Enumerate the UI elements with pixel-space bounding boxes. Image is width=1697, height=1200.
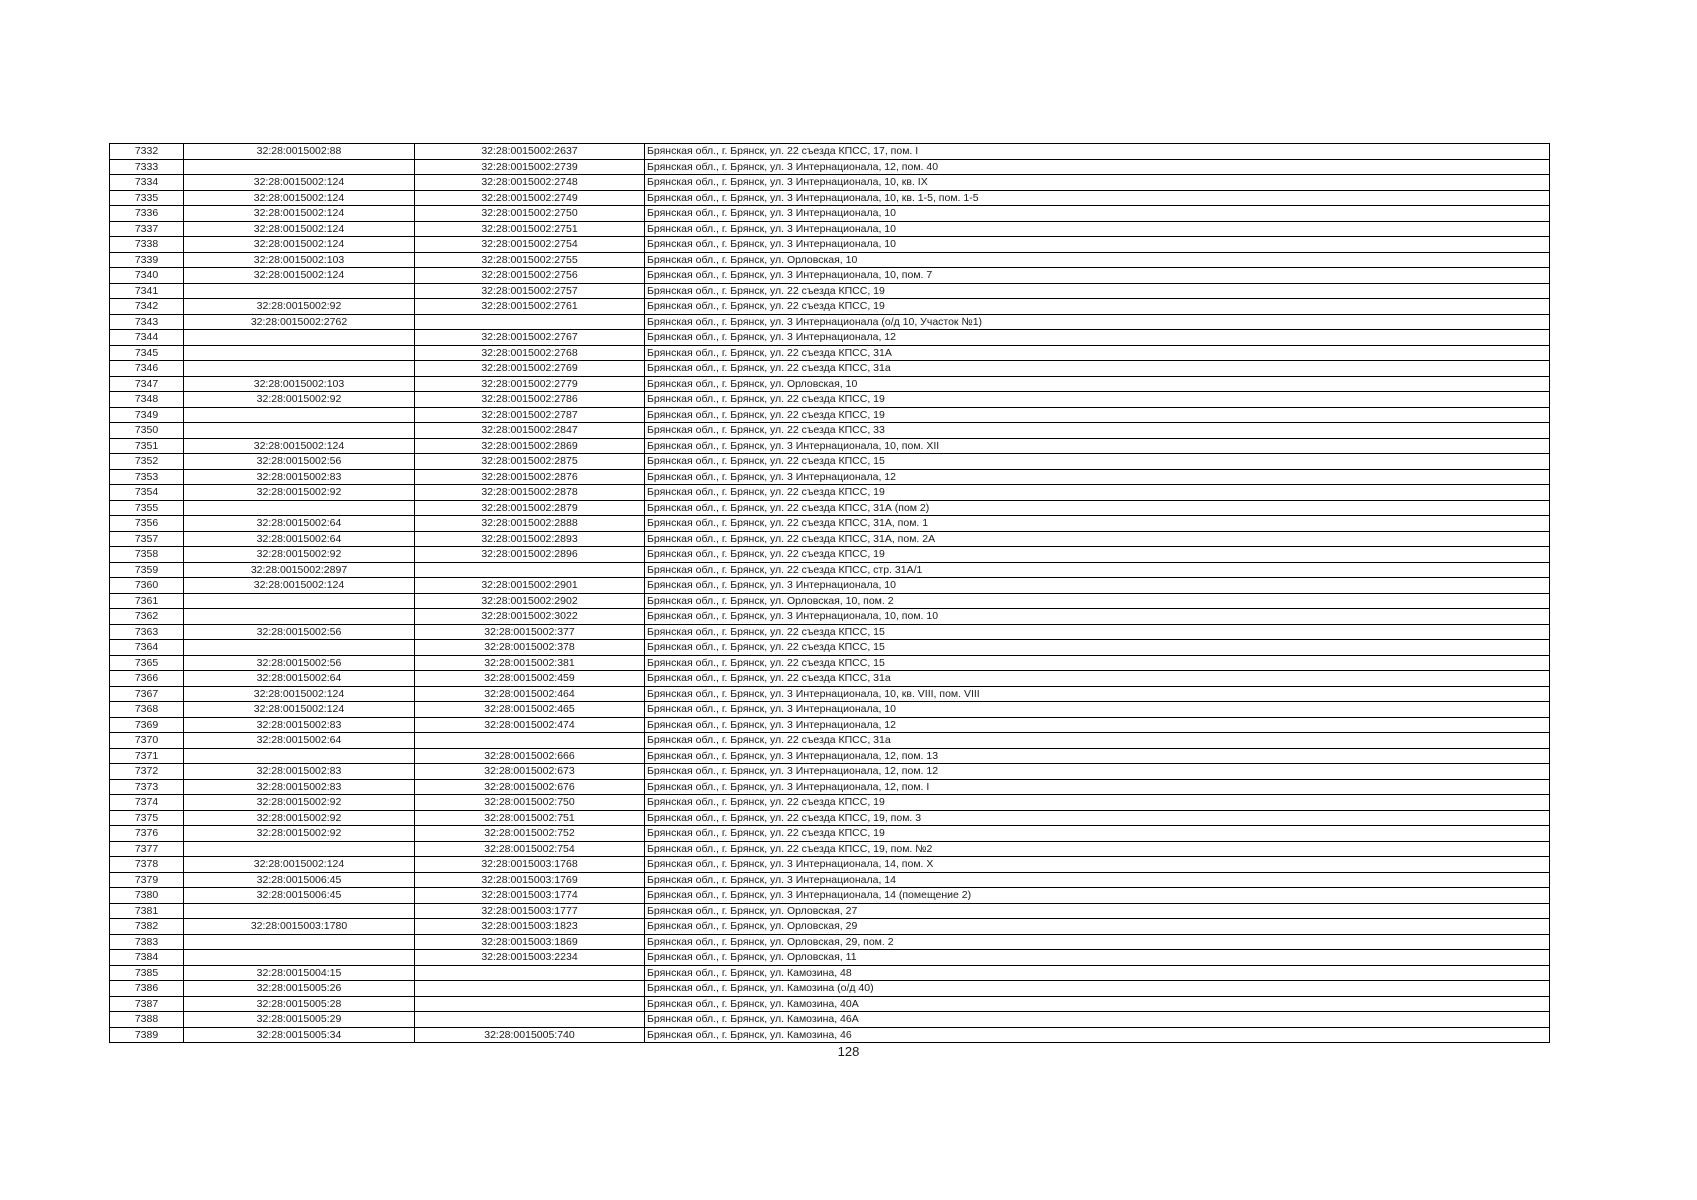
object-cadastral-number-cell: 32:28:0015003:1768 [415, 857, 645, 873]
land-cadastral-number-cell [184, 934, 415, 950]
row-number-cell: 7371 [110, 748, 184, 764]
land-cadastral-number-cell: 32:28:0015002:56 [184, 624, 415, 640]
table-row [110, 609, 1550, 625]
table-row [110, 888, 1550, 904]
address-cell: Брянская обл., г. Брянск, ул. 22 съезда КПСС, 19 [645, 407, 1550, 423]
land-cadastral-number-cell: 32:28:0015002:124 [184, 206, 415, 222]
land-cadastral-number-cell: 32:28:0015002:83 [184, 469, 415, 485]
object-cadastral-number-cell: 32:28:0015002:377 [415, 624, 645, 640]
address-cell: Брянская обл., г. Брянск, ул. 22 съезда КПСС, 19 [645, 299, 1550, 315]
object-cadastral-number-cell [415, 314, 645, 330]
table-row [110, 857, 1550, 873]
object-cadastral-number-cell: 32:28:0015002:381 [415, 655, 645, 671]
row-number-cell: 7378 [110, 857, 184, 873]
address-cell: Брянская обл., г. Брянск, ул. 3 Интернационала, 10, пом. 10 [645, 609, 1550, 625]
row-number-cell: 7377 [110, 841, 184, 857]
land-cadastral-number-cell: 32:28:0015002:124 [184, 190, 415, 206]
address-cell: Брянская обл., г. Брянск, ул. 3 Интернационала, 10 [645, 578, 1550, 594]
address-cell: Брянская обл., г. Брянск, ул. Орловская, 10 [645, 376, 1550, 392]
table-row [110, 841, 1550, 857]
address-cell: Брянская обл., г. Брянск, ул. 22 съезда КПСС, 19 [645, 485, 1550, 501]
table-row [110, 578, 1550, 594]
row-number-cell: 7382 [110, 919, 184, 935]
object-cadastral-number-cell: 32:28:0015002:2876 [415, 469, 645, 485]
land-cadastral-number-cell: 32:28:0015002:2897 [184, 562, 415, 578]
address-cell: Брянская обл., г. Брянск, ул. 3 Интернационала, 10, пом. 7 [645, 268, 1550, 284]
land-cadastral-number-cell: 32:28:0015002:124 [184, 438, 415, 454]
land-cadastral-number-cell: 32:28:0015002:124 [184, 268, 415, 284]
object-cadastral-number-cell: 32:28:0015002:2896 [415, 547, 645, 563]
object-cadastral-number-cell: 32:28:0015002:2750 [415, 206, 645, 222]
object-cadastral-number-cell: 32:28:0015002:751 [415, 810, 645, 826]
row-number-cell: 7355 [110, 500, 184, 516]
address-cell: Брянская обл., г. Брянск, ул. Орловская, 10 [645, 252, 1550, 268]
table-row [110, 686, 1550, 702]
address-cell: Брянская обл., г. Брянск, ул. 22 съезда КПСС, 19 [645, 547, 1550, 563]
address-cell: Брянская обл., г. Брянск, ул. 3 Интернационала, 12, пом. 13 [645, 748, 1550, 764]
object-cadastral-number-cell: 32:28:0015002:2754 [415, 237, 645, 253]
table-row [110, 221, 1550, 237]
land-cadastral-number-cell: 32:28:0015002:124 [184, 578, 415, 594]
row-number-cell: 7386 [110, 981, 184, 997]
row-number-cell: 7343 [110, 314, 184, 330]
land-cadastral-number-cell: 32:28:0015002:56 [184, 655, 415, 671]
land-cadastral-number-cell: 32:28:0015002:124 [184, 221, 415, 237]
object-cadastral-number-cell: 32:28:0015003:2234 [415, 950, 645, 966]
land-cadastral-number-cell [184, 361, 415, 377]
table-row [110, 640, 1550, 656]
land-cadastral-number-cell: 32:28:0015005:34 [184, 1027, 415, 1043]
address-cell: Брянская обл., г. Брянск, ул. 22 съезда КПСС, 31А, пом. 2А [645, 531, 1550, 547]
address-cell: Брянская обл., г. Брянск, ул. 22 съезда КПСС, 31А (пом 2) [645, 500, 1550, 516]
address-cell: Брянская обл., г. Брянск, ул. 3 Интернационала, 10, кв. 1-5, пом. 1-5 [645, 190, 1550, 206]
row-number-cell: 7385 [110, 965, 184, 981]
land-cadastral-number-cell [184, 593, 415, 609]
table-row [110, 438, 1550, 454]
land-cadastral-number-cell: 32:28:0015002:124 [184, 857, 415, 873]
address-cell: Брянская обл., г. Брянск, ул. Камозина (о/д 40) [645, 981, 1550, 997]
row-number-cell: 7373 [110, 779, 184, 795]
land-cadastral-number-cell: 32:28:0015002:64 [184, 671, 415, 687]
table-row [110, 516, 1550, 532]
land-cadastral-number-cell: 32:28:0015002:124 [184, 702, 415, 718]
object-cadastral-number-cell: 32:28:0015002:459 [415, 671, 645, 687]
land-cadastral-number-cell: 32:28:0015002:92 [184, 795, 415, 811]
row-number-cell: 7376 [110, 826, 184, 842]
address-cell: Брянская обл., г. Брянск, ул. 3 Интернационала, 12 [645, 469, 1550, 485]
table-row [110, 407, 1550, 423]
row-number-cell: 7379 [110, 872, 184, 888]
object-cadastral-number-cell: 32:28:0015002:2769 [415, 361, 645, 377]
land-cadastral-number-cell: 32:28:0015002:92 [184, 392, 415, 408]
row-number-cell: 7354 [110, 485, 184, 501]
address-cell: Брянская обл., г. Брянск, ул. 3 Интернационала, 10 [645, 237, 1550, 253]
row-number-cell: 7345 [110, 345, 184, 361]
land-cadastral-number-cell: 32:28:0015002:56 [184, 454, 415, 470]
row-number-cell: 7364 [110, 640, 184, 656]
land-cadastral-number-cell [184, 283, 415, 299]
land-cadastral-number-cell [184, 345, 415, 361]
row-number-cell: 7372 [110, 764, 184, 780]
table-row [110, 950, 1550, 966]
address-cell: Брянская обл., г. Брянск, ул. 3 Интернационала, 10 [645, 702, 1550, 718]
address-cell: Брянская обл., г. Брянск, ул. 3 Интернационала, 12, пом. 40 [645, 159, 1550, 175]
row-number-cell: 7367 [110, 686, 184, 702]
row-number-cell: 7369 [110, 717, 184, 733]
address-cell: Брянская обл., г. Брянск, ул. 22 съезда КПСС, 19 [645, 283, 1550, 299]
row-number-cell: 7346 [110, 361, 184, 377]
land-cadastral-number-cell [184, 609, 415, 625]
address-cell: Брянская обл., г. Брянск, ул. 22 съезда КПСС, 17, пом. I [645, 144, 1550, 160]
land-cadastral-number-cell [184, 500, 415, 516]
object-cadastral-number-cell: 32:28:0015002:673 [415, 764, 645, 780]
row-number-cell: 7365 [110, 655, 184, 671]
address-cell: Брянская обл., г. Брянск, ул. Орловская, 11 [645, 950, 1550, 966]
row-number-cell: 7339 [110, 252, 184, 268]
land-cadastral-number-cell: 32:28:0015005:29 [184, 1012, 415, 1028]
registry-table-container [109, 143, 1549, 1043]
object-cadastral-number-cell: 32:28:0015002:750 [415, 795, 645, 811]
land-cadastral-number-cell: 32:28:0015002:83 [184, 717, 415, 733]
table-row [110, 655, 1550, 671]
table-row [110, 314, 1550, 330]
land-cadastral-number-cell [184, 640, 415, 656]
row-number-cell: 7381 [110, 903, 184, 919]
object-cadastral-number-cell: 32:28:0015002:2767 [415, 330, 645, 346]
land-cadastral-number-cell: 32:28:0015004:15 [184, 965, 415, 981]
table-row [110, 919, 1550, 935]
object-cadastral-number-cell: 32:28:0015002:464 [415, 686, 645, 702]
address-cell: Брянская обл., г. Брянск, ул. 22 съезда КПСС, 31А [645, 345, 1550, 361]
table-row [110, 190, 1550, 206]
object-cadastral-number-cell: 32:28:0015002:2757 [415, 283, 645, 299]
land-cadastral-number-cell: 32:28:0015002:64 [184, 733, 415, 749]
object-cadastral-number-cell [415, 562, 645, 578]
registry-table-body [110, 144, 1550, 1043]
table-row [110, 547, 1550, 563]
object-cadastral-number-cell [415, 981, 645, 997]
row-number-cell: 7360 [110, 578, 184, 594]
object-cadastral-number-cell: 32:28:0015002:2749 [415, 190, 645, 206]
object-cadastral-number-cell: 32:28:0015005:740 [415, 1027, 645, 1043]
row-number-cell: 7338 [110, 237, 184, 253]
land-cadastral-number-cell: 32:28:0015002:124 [184, 686, 415, 702]
address-cell: Брянская обл., г. Брянск, ул. 3 Интернационала, 14 [645, 872, 1550, 888]
object-cadastral-number-cell: 32:28:0015002:2901 [415, 578, 645, 594]
row-number-cell: 7383 [110, 934, 184, 950]
land-cadastral-number-cell: 32:28:0015002:124 [184, 175, 415, 191]
address-cell: Брянская обл., г. Брянск, ул. 22 съезда КПСС, 31А, пом. 1 [645, 516, 1550, 532]
object-cadastral-number-cell: 32:28:0015002:2879 [415, 500, 645, 516]
row-number-cell: 7349 [110, 407, 184, 423]
table-row [110, 206, 1550, 222]
table-row [110, 376, 1550, 392]
object-cadastral-number-cell: 32:28:0015002:2893 [415, 531, 645, 547]
row-number-cell: 7361 [110, 593, 184, 609]
table-row [110, 702, 1550, 718]
object-cadastral-number-cell: 32:28:0015002:752 [415, 826, 645, 842]
table-row [110, 252, 1550, 268]
object-cadastral-number-cell: 32:28:0015002:2756 [415, 268, 645, 284]
address-cell: Брянская обл., г. Брянск, ул. Камозина, 46 [645, 1027, 1550, 1043]
address-cell: Брянская обл., г. Брянск, ул. Орловская, 29 [645, 919, 1550, 935]
address-cell: Брянская обл., г. Брянск, ул. Камозина, 40А [645, 996, 1550, 1012]
table-row [110, 717, 1550, 733]
land-cadastral-number-cell: 32:28:0015002:103 [184, 376, 415, 392]
row-number-cell: 7368 [110, 702, 184, 718]
table-row [110, 748, 1550, 764]
land-cadastral-number-cell: 32:28:0015002:124 [184, 237, 415, 253]
row-number-cell: 7353 [110, 469, 184, 485]
table-row [110, 826, 1550, 842]
address-cell: Брянская обл., г. Брянск, ул. Камозина, 46А [645, 1012, 1550, 1028]
land-cadastral-number-cell [184, 903, 415, 919]
table-row [110, 392, 1550, 408]
table-row [110, 485, 1550, 501]
table-row [110, 1027, 1550, 1043]
object-cadastral-number-cell: 32:28:0015003:1823 [415, 919, 645, 935]
object-cadastral-number-cell [415, 1012, 645, 1028]
table-row [110, 996, 1550, 1012]
object-cadastral-number-cell: 32:28:0015002:2768 [415, 345, 645, 361]
address-cell: Брянская обл., г. Брянск, ул. 3 Интернационала, 10, кв. VIII, пом. VIII [645, 686, 1550, 702]
address-cell: Брянская обл., г. Брянск, ул. 22 съезда КПСС, 31а [645, 361, 1550, 377]
address-cell: Брянская обл., г. Брянск, ул. 3 Интернационала, 14, пом. X [645, 857, 1550, 873]
row-number-cell: 7375 [110, 810, 184, 826]
row-number-cell: 7387 [110, 996, 184, 1012]
address-cell: Брянская обл., г. Брянск, ул. 3 Интернационала, 10 [645, 206, 1550, 222]
table-row [110, 361, 1550, 377]
land-cadastral-number-cell [184, 841, 415, 857]
row-number-cell: 7352 [110, 454, 184, 470]
table-row [110, 733, 1550, 749]
address-cell: Брянская обл., г. Брянск, ул. 22 съезда КПСС, 15 [645, 624, 1550, 640]
row-number-cell: 7356 [110, 516, 184, 532]
address-cell: Брянская обл., г. Брянск, ул. 22 съезда КПСС, 31а [645, 671, 1550, 687]
land-cadastral-number-cell: 32:28:0015002:64 [184, 516, 415, 532]
address-cell: Брянская обл., г. Брянск, ул. 3 Интернационала, 12 [645, 717, 1550, 733]
object-cadastral-number-cell: 32:28:0015003:1769 [415, 872, 645, 888]
land-cadastral-number-cell: 32:28:0015005:28 [184, 996, 415, 1012]
object-cadastral-number-cell: 32:28:0015002:2888 [415, 516, 645, 532]
object-cadastral-number-cell: 32:28:0015002:2779 [415, 376, 645, 392]
land-cadastral-number-cell: 32:28:0015002:2762 [184, 314, 415, 330]
address-cell: Брянская обл., г. Брянск, ул. 3 Интернационала, 10 [645, 221, 1550, 237]
land-cadastral-number-cell: 32:28:0015002:88 [184, 144, 415, 160]
object-cadastral-number-cell: 32:28:0015002:676 [415, 779, 645, 795]
table-row [110, 299, 1550, 315]
address-cell: Брянская обл., г. Брянск, ул. 22 съезда КПСС, 15 [645, 640, 1550, 656]
land-cadastral-number-cell [184, 950, 415, 966]
object-cadastral-number-cell [415, 996, 645, 1012]
row-number-cell: 7347 [110, 376, 184, 392]
object-cadastral-number-cell: 32:28:0015003:1774 [415, 888, 645, 904]
table-row [110, 268, 1550, 284]
address-cell: Брянская обл., г. Брянск, ул. 22 съезда КПСС, 33 [645, 423, 1550, 439]
address-cell: Брянская обл., г. Брянск, ул. 22 съезда КПСС, 19, пом. №2 [645, 841, 1550, 857]
row-number-cell: 7357 [110, 531, 184, 547]
land-cadastral-number-cell: 32:28:0015002:92 [184, 810, 415, 826]
land-cadastral-number-cell: 32:28:0015002:83 [184, 779, 415, 795]
table-row [110, 624, 1550, 640]
row-number-cell: 7359 [110, 562, 184, 578]
address-cell: Брянская обл., г. Брянск, ул. 3 Интернационала, 12, пом. 12 [645, 764, 1550, 780]
land-cadastral-number-cell: 32:28:0015002:92 [184, 826, 415, 842]
land-cadastral-number-cell [184, 330, 415, 346]
address-cell: Брянская обл., г. Брянск, ул. Орловская, 29, пом. 2 [645, 934, 1550, 950]
address-cell: Брянская обл., г. Брянск, ул. 3 Интернационала, 10, пом. XII [645, 438, 1550, 454]
address-cell: Брянская обл., г. Брянск, ул. 3 Интернационала, 10, кв. IX [645, 175, 1550, 191]
row-number-cell: 7341 [110, 283, 184, 299]
object-cadastral-number-cell: 32:28:0015002:666 [415, 748, 645, 764]
object-cadastral-number-cell: 32:28:0015002:465 [415, 702, 645, 718]
object-cadastral-number-cell: 32:28:0015002:2869 [415, 438, 645, 454]
land-cadastral-number-cell [184, 407, 415, 423]
page-number: 128 [837, 1044, 860, 1059]
row-number-cell: 7333 [110, 159, 184, 175]
object-cadastral-number-cell: 32:28:0015002:2878 [415, 485, 645, 501]
table-row [110, 779, 1550, 795]
object-cadastral-number-cell: 32:28:0015002:2761 [415, 299, 645, 315]
land-cadastral-number-cell: 32:28:0015005:26 [184, 981, 415, 997]
object-cadastral-number-cell: 32:28:0015002:2637 [415, 144, 645, 160]
table-row [110, 764, 1550, 780]
table-row [110, 671, 1550, 687]
land-cadastral-number-cell: 32:28:0015006:45 [184, 872, 415, 888]
table-row [110, 175, 1550, 191]
table-row [110, 469, 1550, 485]
row-number-cell: 7380 [110, 888, 184, 904]
table-row [110, 795, 1550, 811]
object-cadastral-number-cell: 32:28:0015002:378 [415, 640, 645, 656]
address-cell: Брянская обл., г. Брянск, ул. 22 съезда КПСС, 19, пом. 3 [645, 810, 1550, 826]
row-number-cell: 7384 [110, 950, 184, 966]
land-cadastral-number-cell: 32:28:0015002:83 [184, 764, 415, 780]
registry-table [109, 143, 1550, 1043]
object-cadastral-number-cell: 32:28:0015002:2847 [415, 423, 645, 439]
row-number-cell: 7342 [110, 299, 184, 315]
object-cadastral-number-cell: 32:28:0015002:2787 [415, 407, 645, 423]
land-cadastral-number-cell [184, 423, 415, 439]
row-number-cell: 7351 [110, 438, 184, 454]
table-row [110, 283, 1550, 299]
row-number-cell: 7334 [110, 175, 184, 191]
row-number-cell: 7366 [110, 671, 184, 687]
row-number-cell: 7370 [110, 733, 184, 749]
row-number-cell: 7388 [110, 1012, 184, 1028]
address-cell: Брянская обл., г. Брянск, ул. 22 съезда КПСС, 19 [645, 826, 1550, 842]
row-number-cell: 7332 [110, 144, 184, 160]
table-row [110, 872, 1550, 888]
address-cell: Брянская обл., г. Брянск, ул. 3 Интернационала, 14 (помещение 2) [645, 888, 1550, 904]
address-cell: Брянская обл., г. Брянск, ул. 3 Интернационала (о/д 10, Участок №1) [645, 314, 1550, 330]
row-number-cell: 7337 [110, 221, 184, 237]
object-cadastral-number-cell: 32:28:0015002:2739 [415, 159, 645, 175]
table-row [110, 345, 1550, 361]
land-cadastral-number-cell: 32:28:0015002:64 [184, 531, 415, 547]
table-row [110, 144, 1550, 160]
address-cell: Брянская обл., г. Брянск, ул. 22 съезда КПСС, 15 [645, 454, 1550, 470]
row-number-cell: 7348 [110, 392, 184, 408]
object-cadastral-number-cell: 32:28:0015003:1869 [415, 934, 645, 950]
address-cell: Брянская обл., г. Брянск, ул. 22 съезда КПСС, 19 [645, 392, 1550, 408]
object-cadastral-number-cell [415, 733, 645, 749]
table-row [110, 1012, 1550, 1028]
row-number-cell: 7358 [110, 547, 184, 563]
land-cadastral-number-cell [184, 159, 415, 175]
address-cell: Брянская обл., г. Брянск, ул. 22 съезда КПСС, 19 [645, 795, 1550, 811]
row-number-cell: 7389 [110, 1027, 184, 1043]
land-cadastral-number-cell: 32:28:0015003:1780 [184, 919, 415, 935]
object-cadastral-number-cell: 32:28:0015002:754 [415, 841, 645, 857]
table-row [110, 593, 1550, 609]
land-cadastral-number-cell [184, 748, 415, 764]
table-row [110, 934, 1550, 950]
object-cadastral-number-cell: 32:28:0015002:2748 [415, 175, 645, 191]
address-cell: Брянская обл., г. Брянск, ул. 22 съезда КПСС, стр. 31А/1 [645, 562, 1550, 578]
row-number-cell: 7350 [110, 423, 184, 439]
object-cadastral-number-cell: 32:28:0015002:2786 [415, 392, 645, 408]
table-row [110, 903, 1550, 919]
address-cell: Брянская обл., г. Брянск, ул. Камозина, 48 [645, 965, 1550, 981]
row-number-cell: 7363 [110, 624, 184, 640]
row-number-cell: 7335 [110, 190, 184, 206]
object-cadastral-number-cell: 32:28:0015002:2902 [415, 593, 645, 609]
table-row [110, 531, 1550, 547]
table-row [110, 423, 1550, 439]
table-row [110, 500, 1550, 516]
address-cell: Брянская обл., г. Брянск, ул. 3 Интернационала, 12 [645, 330, 1550, 346]
land-cadastral-number-cell: 32:28:0015002:92 [184, 547, 415, 563]
row-number-cell: 7374 [110, 795, 184, 811]
object-cadastral-number-cell: 32:28:0015002:2755 [415, 252, 645, 268]
table-row [110, 237, 1550, 253]
table-row [110, 562, 1550, 578]
table-row [110, 981, 1550, 997]
row-number-cell: 7344 [110, 330, 184, 346]
address-cell: Брянская обл., г. Брянск, ул. 22 съезда КПСС, 31а [645, 733, 1550, 749]
table-row [110, 810, 1550, 826]
object-cadastral-number-cell: 32:28:0015002:2751 [415, 221, 645, 237]
table-row [110, 330, 1550, 346]
table-row [110, 159, 1550, 175]
land-cadastral-number-cell: 32:28:0015002:103 [184, 252, 415, 268]
land-cadastral-number-cell: 32:28:0015002:92 [184, 485, 415, 501]
object-cadastral-number-cell: 32:28:0015003:1777 [415, 903, 645, 919]
address-cell: Брянская обл., г. Брянск, ул. Орловская, 27 [645, 903, 1550, 919]
address-cell: Брянская обл., г. Брянск, ул. 22 съезда КПСС, 15 [645, 655, 1550, 671]
land-cadastral-number-cell: 32:28:0015002:92 [184, 299, 415, 315]
table-row [110, 454, 1550, 470]
object-cadastral-number-cell: 32:28:0015002:474 [415, 717, 645, 733]
land-cadastral-number-cell: 32:28:0015006:45 [184, 888, 415, 904]
address-cell: Брянская обл., г. Брянск, ул. Орловская, 10, пом. 2 [645, 593, 1550, 609]
object-cadastral-number-cell: 32:28:0015002:2875 [415, 454, 645, 470]
row-number-cell: 7336 [110, 206, 184, 222]
object-cadastral-number-cell [415, 965, 645, 981]
table-row [110, 965, 1550, 981]
object-cadastral-number-cell: 32:28:0015002:3022 [415, 609, 645, 625]
row-number-cell: 7340 [110, 268, 184, 284]
row-number-cell: 7362 [110, 609, 184, 625]
address-cell: Брянская обл., г. Брянск, ул. 3 Интернационала, 12, пом. I [645, 779, 1550, 795]
